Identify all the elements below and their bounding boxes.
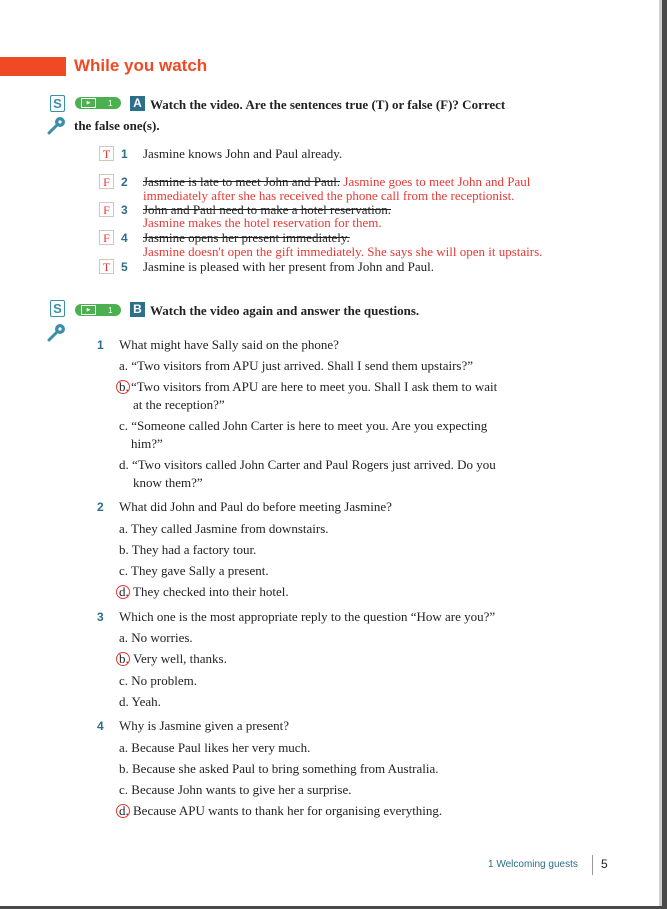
instruction-a-line2: the false one(s). xyxy=(74,118,160,133)
option-c[interactable]: c. They gave Sally a present. xyxy=(119,563,269,578)
item-number: 1 xyxy=(121,147,128,161)
s-icon: S xyxy=(50,300,65,317)
option-a[interactable]: a. “Two visitors from APU just arrived. Shall I send them upstairs?” xyxy=(119,358,474,373)
video-icon[interactable]: ▶ 1 xyxy=(75,304,121,316)
option-a[interactable]: a. No worries. xyxy=(119,630,193,645)
item-number: 2 xyxy=(121,175,128,189)
video-icon[interactable]: ▶ 1 xyxy=(75,97,121,109)
option-b-label[interactable]: b. xyxy=(119,379,129,394)
question-number: 4 xyxy=(97,719,104,733)
struck-statement: Jasmine is late to meet John and Paul. xyxy=(143,174,341,189)
key-icon xyxy=(46,322,68,344)
struck-statement: John and Paul need to make a hotel reservation. xyxy=(143,202,392,217)
item-number: 3 xyxy=(121,203,128,217)
page-number: 5 xyxy=(601,857,608,871)
option-d[interactable]: d. Yeah. xyxy=(119,694,161,709)
answer-box[interactable]: T xyxy=(99,259,114,274)
option-d[interactable]: They checked into their hotel. xyxy=(133,584,289,599)
answer-box[interactable]: F xyxy=(99,174,114,189)
question-text: Why is Jasmine given a present? xyxy=(119,718,290,733)
option-d-label[interactable]: d. xyxy=(119,584,129,599)
instruction-a-line1: Watch the video. Are the sentences true (T) or false (F)? Correct xyxy=(150,97,506,112)
statement-text: Jasmine knows John and Paul already. xyxy=(143,146,343,161)
option-c[interactable]: c. No problem. xyxy=(119,673,197,688)
option-d-label[interactable]: d. xyxy=(119,803,129,818)
answer-box[interactable]: F xyxy=(99,230,114,245)
activity-letter-b: B xyxy=(130,302,145,317)
option-c-cont: him?” xyxy=(131,436,163,451)
correction-text: Jasmine doesn't open the gift immediately. She says she will open it upstairs. xyxy=(143,244,543,259)
option-b[interactable]: b. Because she asked Paul to bring something from Australia. xyxy=(119,761,439,776)
instruction-b: Watch the video again and answer the questions. xyxy=(150,303,420,318)
option-c[interactable]: c. Because John wants to give her a surprise. xyxy=(119,782,352,797)
question-text: What might have Sally said on the phone? xyxy=(119,337,339,352)
item-number: 5 xyxy=(121,260,128,274)
question-number: 3 xyxy=(97,610,104,624)
question-text: Which one is the most appropriate reply to the question “How are you?” xyxy=(119,609,496,624)
option-b[interactable]: Very well, thanks. xyxy=(133,651,227,666)
answer-box[interactable]: F xyxy=(99,202,114,217)
answer-box[interactable]: T xyxy=(99,146,114,161)
option-b-cont: at the reception?” xyxy=(133,397,225,412)
correction-text: immediately after she has received the phone call from the receptionist. xyxy=(143,188,515,203)
option-b[interactable]: “Two visitors from APU are here to meet you. Shall I ask them to wait xyxy=(131,379,498,394)
option-a[interactable]: a. They called Jasmine from downstairs. xyxy=(119,521,329,536)
activity-letter-a: A xyxy=(130,96,145,111)
option-a[interactable]: a. Because Paul likes her very much. xyxy=(119,740,311,755)
option-c[interactable]: c. “Someone called John Carter is here to meet you. Are you expecting xyxy=(119,418,488,433)
statement-text: Jasmine is pleased with her present from John and Paul. xyxy=(143,259,434,274)
option-d-cont: know them?” xyxy=(133,475,203,490)
option-d[interactable]: d. “Two visitors called John Carter and Paul Rogers just arrived. Do you xyxy=(119,457,496,472)
correction-text: Jasmine makes the hotel reservation for them. xyxy=(143,215,382,230)
key-icon xyxy=(46,115,68,137)
chapter-footer: 1 Welcoming guests xyxy=(488,859,578,870)
struck-statement: Jasmine opens her present immediately. xyxy=(143,230,350,245)
section-accent-bar xyxy=(0,57,66,76)
page-edge xyxy=(662,0,667,909)
question-number: 2 xyxy=(97,500,104,514)
footer-divider xyxy=(592,855,593,875)
item-number: 4 xyxy=(121,231,128,245)
section-title: While you watch xyxy=(74,56,208,75)
s-icon: S xyxy=(50,95,65,112)
question-text: What did John and Paul do before meeting Jasmine? xyxy=(119,499,392,514)
question-number: 1 xyxy=(97,338,104,352)
option-d[interactable]: Because APU wants to thank her for organising everything. xyxy=(133,803,443,818)
option-b[interactable]: b. They had a factory tour. xyxy=(119,542,257,557)
correction-text: Jasmine goes to meet John and Paul xyxy=(343,174,531,189)
option-b-label[interactable]: b. xyxy=(119,651,129,666)
